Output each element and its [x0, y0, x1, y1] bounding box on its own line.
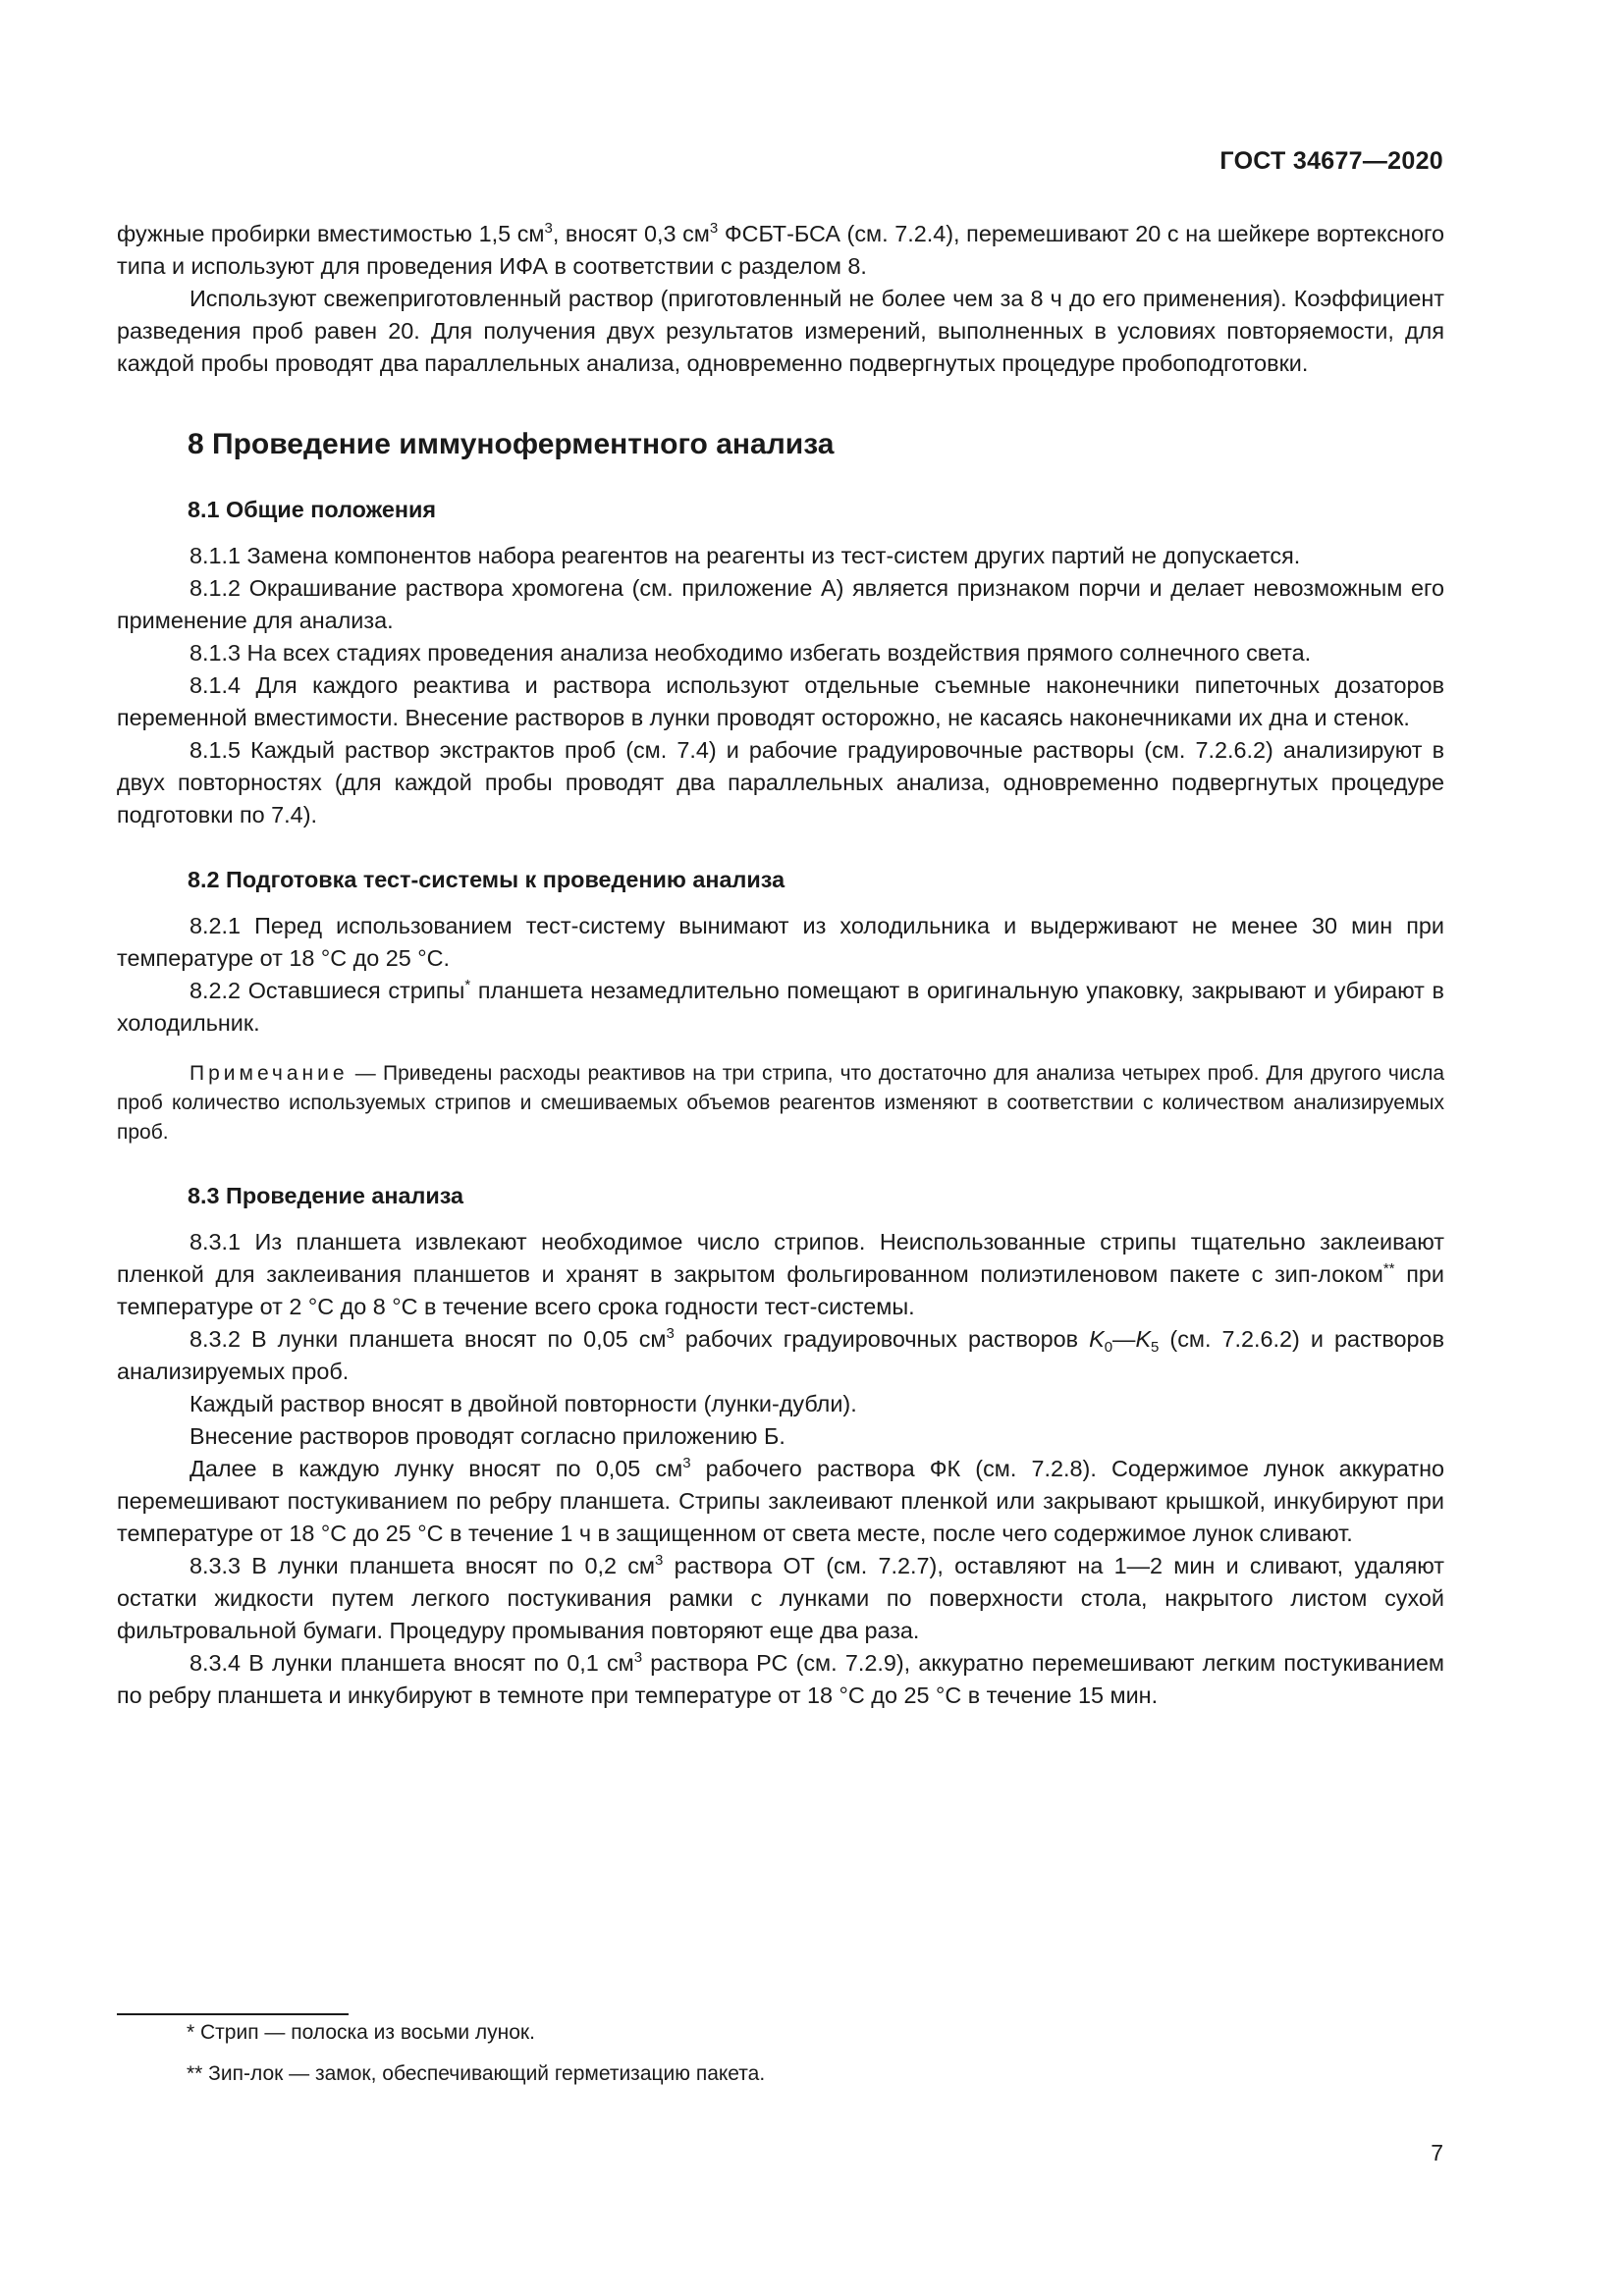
footnote-1: * Стрип — полоска из восьми лунок.	[187, 2021, 535, 2044]
text-run: 8.3.4 В лунки планшета вносят по 0,1 см	[189, 1650, 634, 1676]
variable-k: K	[1135, 1326, 1152, 1352]
footnotes	[187, 2018, 765, 2101]
subscript: 0	[1104, 1339, 1113, 1356]
subscript: 5	[1151, 1339, 1160, 1356]
text-run: раствора РС (см. 7.2.9), аккуратно перемешивают легким постукиванием по ребру планшета и инкубируют в темноте при температуре от 18 °С до 25 °С в течение 15 мин.	[117, 1650, 1444, 1708]
paragraph-8-3-3	[117, 1550, 1444, 1647]
text-run: ФСБТ-БСА (см. 7.2.4), перемешивают 20 с на шейкере вортексного типа и используют для проведения ИФА в соответствии с разделом 8.	[117, 221, 1445, 279]
page-number: 7	[1431, 2140, 1443, 2165]
page-header: ГОСТ 34677—2020	[1219, 147, 1443, 175]
text-run: раствора ОТ (см. 7.2.7), оставляют на 1—2 мин и сливают, удаляют остатки жидкости путем легкого постукивания рамки с лунками по поверхности стола, накрытого листом сухой фильтровальной бумаги. Процедуру промывания повторяют еще два раза.	[117, 1553, 1444, 1643]
text-run: 8.2.2 Оставшиеся стрипы	[189, 978, 465, 1003]
text-run: Далее в каждую лунку вносят по 0,05 см	[189, 1456, 683, 1481]
superscript: 3	[666, 1325, 675, 1342]
footnote-divider	[117, 2013, 349, 2015]
text-run: рабочих градуировочных растворов	[674, 1326, 1090, 1352]
document-body	[117, 218, 1444, 1712]
footnote-2: ** Зип-лок — замок, обеспечивающий герметизацию пакета.	[187, 2062, 766, 2085]
intro-paragraph-2: Используют свежеприготовленный раствор (приготовленный не более чем за 8 ч до его применения). Коэффициент разведения проб равен 20. Для получения двух результатов измерений, выполненных в условиях повторяемости, для каждой пробы проводят два параллельных анализа, одновременно подвергнутых процедуре пробоподготовки.	[117, 286, 1444, 376]
paragraph-8-1-3: 8.1.3 На всех стадиях проведения анализа необходимо избегать воздействия прямого солнечного света.	[189, 640, 1312, 666]
text-run: —	[1112, 1326, 1136, 1352]
text-run: рабочего раствора ФК (см. 7.2.8). Содержимое лунок аккуратно перемешивают постукиванием по ребру планшета. Стрипы заклеивают пленкой или закрывают крышкой, инкубируют при температуре от 18 °С до 25 °С в течение 1 ч в защищенном от света месте, после чего содержимое лунок сливают.	[117, 1456, 1444, 1546]
text-run: 8.3.1 Из планшета извлекают необходимое число стрипов. Неиспользованные стрипы тщательно заклеивают пленкой для заклеивания планшетов и хранят в закрытом фольгированном полиэтиленовом пакете с зип-локом	[117, 1229, 1444, 1287]
paragraph-8-2-1: 8.2.1 Перед использованием тест-систему вынимают из холодильника и выдерживают не менее 30 мин при температуре от 18 °С до 25 °С.	[117, 913, 1444, 971]
paragraph-8-2-2	[117, 975, 1444, 1040]
paragraph-8-3-2-d	[117, 1453, 1444, 1550]
section-8-1-heading: 8.1 Общие положения	[188, 497, 437, 522]
paragraph-8-1-2: 8.1.2 Окрашивание раствора хромогена (см. приложение А) является признаком порчи и делает невозможным его применение для анализа.	[117, 575, 1444, 633]
paragraph-8-3-2-b: Каждый раствор вносят в двойной повторности (лунки-дубли).	[189, 1391, 857, 1416]
text-run: 8.3.3 В лунки планшета вносят по 0,2 см	[189, 1553, 656, 1578]
superscript: 3	[709, 220, 719, 237]
text-run: планшета незамедлительно помещают в оригинальную упаковку, закрывают и убирают в холодильник.	[117, 978, 1444, 1036]
superscript: 3	[655, 1552, 664, 1569]
paragraph-8-3-2	[117, 1323, 1444, 1388]
superscript: 3	[633, 1649, 643, 1666]
superscript: 3	[544, 220, 553, 237]
text-run: при температуре от 2 °С до 8 °С в течение всего срока годности тест-системы.	[117, 1261, 1444, 1319]
section-8-3-heading: 8.3 Проведение анализа	[188, 1183, 464, 1208]
footnote-mark: *	[464, 977, 471, 993]
note	[117, 1059, 1444, 1148]
intro-paragraph-1	[117, 218, 1444, 283]
variable-k: K	[1089, 1326, 1105, 1352]
text-run: , вносят 0,3 см	[552, 221, 710, 246]
paragraph-8-1-4: 8.1.4 Для каждого реактива и раствора используют отдельные съемные наконечники пипеточных дозаторов переменной вместимости. Внесение растворов в лунки проводят осторожно, не касаясь наконечниками их дна и стенок.	[117, 672, 1444, 730]
text-run: 8.3.2 В лунки планшета вносят по 0,05 см	[189, 1326, 667, 1352]
section-8-2-heading: 8.2 Подготовка тест-системы к проведению анализа	[188, 867, 785, 892]
note-label: Примечание	[189, 1062, 349, 1085]
paragraph-8-3-1	[117, 1226, 1444, 1323]
text-run: (см. 7.2.6.2) и растворов анализируемых проб.	[117, 1326, 1444, 1384]
section-8-heading: 8 Проведение иммуноферментного анализа	[188, 428, 835, 460]
paragraph-8-1-1: 8.1.1 Замена компонентов набора реагентов на реагенты из тест-систем других партий не допускается.	[189, 543, 1301, 568]
footnote-mark: **	[1382, 1260, 1395, 1277]
text-run: фужные пробирки вместимостью 1,5 см	[117, 221, 545, 246]
superscript: 3	[682, 1455, 691, 1471]
paragraph-8-3-4	[117, 1647, 1444, 1712]
paragraph-8-1-5: 8.1.5 Каждый раствор экстрактов проб (см. 7.4) и рабочие градуировочные растворы (см. 7.2.6.2) анализируют в двух повторностях (для каждой пробы проводят два параллельных анализа, одновременно подвергнутых процедуре подготовки по 7.4).	[117, 737, 1444, 828]
paragraph-8-3-2-c: Внесение растворов проводят согласно приложению Б.	[189, 1423, 785, 1449]
note-text: — Приведены расходы реактивов на три стрипа, что достаточно для анализа четырех проб. Для другого числа проб количество используемых стрипов и смешиваемых объемов реагентов изменяют в соответствии с количеством анализируемых проб.	[117, 1062, 1444, 1144]
